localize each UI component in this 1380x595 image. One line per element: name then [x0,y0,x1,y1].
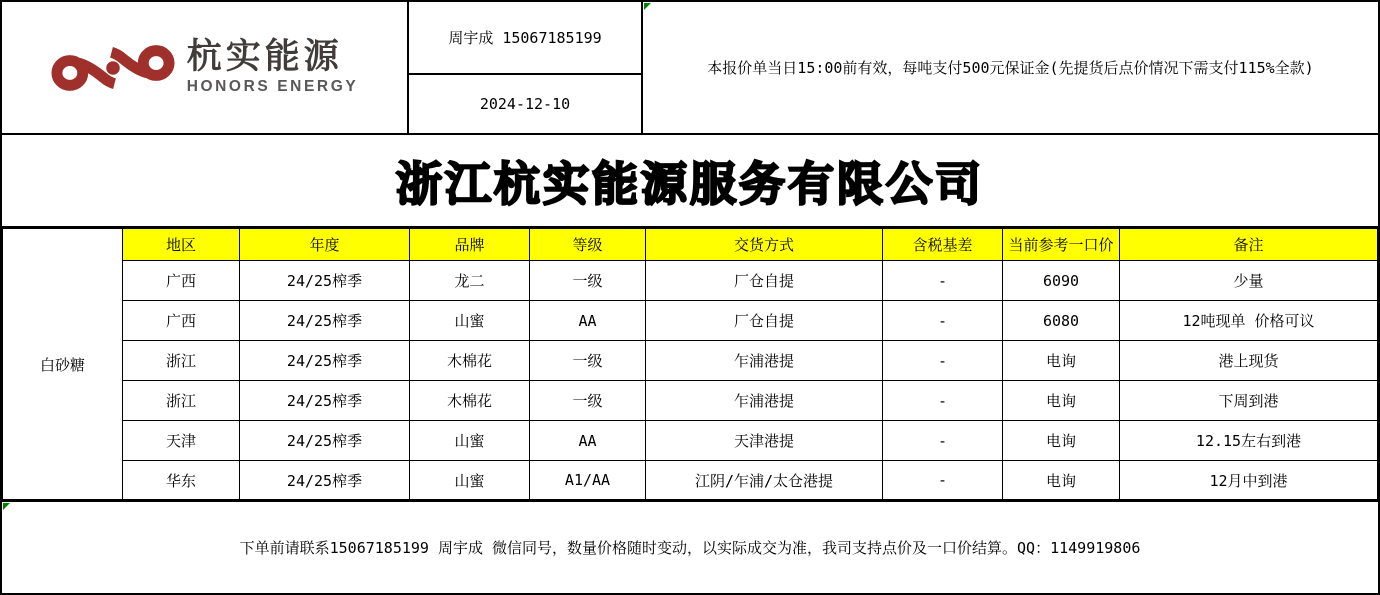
table-cell: 天津 [123,421,240,461]
table-cell: - [883,341,1003,381]
table-row [3,341,1378,381]
category-label: 白砂糖 [3,228,123,501]
table-cell: 山蜜 [410,421,530,461]
contact-info: 周宇成 15067185199 [409,2,641,75]
column-header: 等级 [530,228,646,261]
table-cell: 广西 [123,261,240,301]
table-cell: 浙江 [123,381,240,421]
validity-notice-text: 本报价单当日15:00前有效，每吨支付500元保证金(先提货后点价情况下需支付115%全款) [707,59,1314,77]
footer-note-cell [2,502,1378,593]
logo-company-name-en: HONORS ENERGY [186,78,359,96]
table-cell: 木棉花 [410,341,530,381]
column-header: 备注 [1120,228,1378,261]
table-cell: 厂仓自提 [646,301,883,341]
table-cell: 厂仓自提 [646,261,883,301]
column-header: 交货方式 [646,228,883,261]
table-cell: 6080 [1003,301,1120,341]
table-cell: 6090 [1003,261,1120,301]
table-row [3,381,1378,421]
validity-notice-cell [643,2,1378,133]
table-cell: 天津港提 [646,421,883,461]
quote-date: 2024-12-10 [479,95,571,113]
table-cell: 江阴/乍浦/太仓港提 [646,461,883,501]
column-header: 地区 [123,228,240,261]
table-cell: 龙二 [410,261,530,301]
table-cell: 一级 [530,261,646,301]
table-cell: 一级 [530,341,646,381]
table-cell: - [883,301,1003,341]
table-cell: 24/25榨季 [240,381,410,421]
table-cell: 24/25榨季 [240,461,410,501]
table-cell: 下周到港 [1120,381,1378,421]
table-cell: 24/25榨季 [240,301,410,341]
table-row [3,261,1378,301]
table-header-row [3,228,1378,261]
table-row [3,301,1378,341]
table-cell: 少量 [1120,261,1378,301]
table-cell: 12吨现单 价格可议 [1120,301,1378,341]
table-cell: 华东 [123,461,240,501]
table-cell: 广西 [123,301,240,341]
table-cell: - [883,381,1003,421]
table-cell: 乍浦港提 [646,381,883,421]
column-header: 年度 [240,228,410,261]
table-cell: 山蜜 [410,301,530,341]
table-row [3,421,1378,461]
logo-text [186,36,359,97]
footer-note-text: 下单前请联系15067185199 周宇成 微信同号，数量价格随时变动，以实际成交为准，我司支持点价及一口价结算。QQ：1149919806 [239,539,1141,557]
logo-company-name-cn: 杭实能源 [186,36,343,77]
table-cell: - [883,421,1003,461]
table-cell: - [883,261,1003,301]
contact-date-column [407,2,643,133]
cell-comment-flag-icon [644,3,651,10]
table-cell: 港上现货 [1120,341,1378,381]
column-header: 含税基差 [883,228,1003,261]
table-cell: 山蜜 [410,461,530,501]
title-band [2,135,1378,226]
table-cell: 电询 [1003,341,1120,381]
table-cell: AA [530,301,646,341]
company-logo [2,2,407,133]
table-cell: 24/25榨季 [240,261,410,301]
price-table [2,226,1378,502]
cell-comment-flag-icon [3,503,10,510]
page-title: 浙江杭实能源服务有限公司 [396,156,984,211]
table-cell: 电询 [1003,461,1120,501]
table-row [3,461,1378,501]
honors-energy-logo-icon [51,44,175,92]
table-cell: 一级 [530,381,646,421]
table-cell: 24/25榨季 [240,421,410,461]
table-cell: 24/25榨季 [240,341,410,381]
table-cell: A1/AA [530,461,646,501]
table-cell: 木棉花 [410,381,530,421]
table-cell: - [883,461,1003,501]
column-header: 品牌 [410,228,530,261]
top-band [2,2,1378,135]
table-cell: 电询 [1003,421,1120,461]
table-cell: 12.15左右到港 [1120,421,1378,461]
table-cell: 12月中到港 [1120,461,1378,501]
table-cell: 乍浦港提 [646,341,883,381]
table-cell: 浙江 [123,341,240,381]
table-cell: 电询 [1003,381,1120,421]
table-cell: AA [530,421,646,461]
column-header: 当前参考一口价 [1003,228,1120,261]
